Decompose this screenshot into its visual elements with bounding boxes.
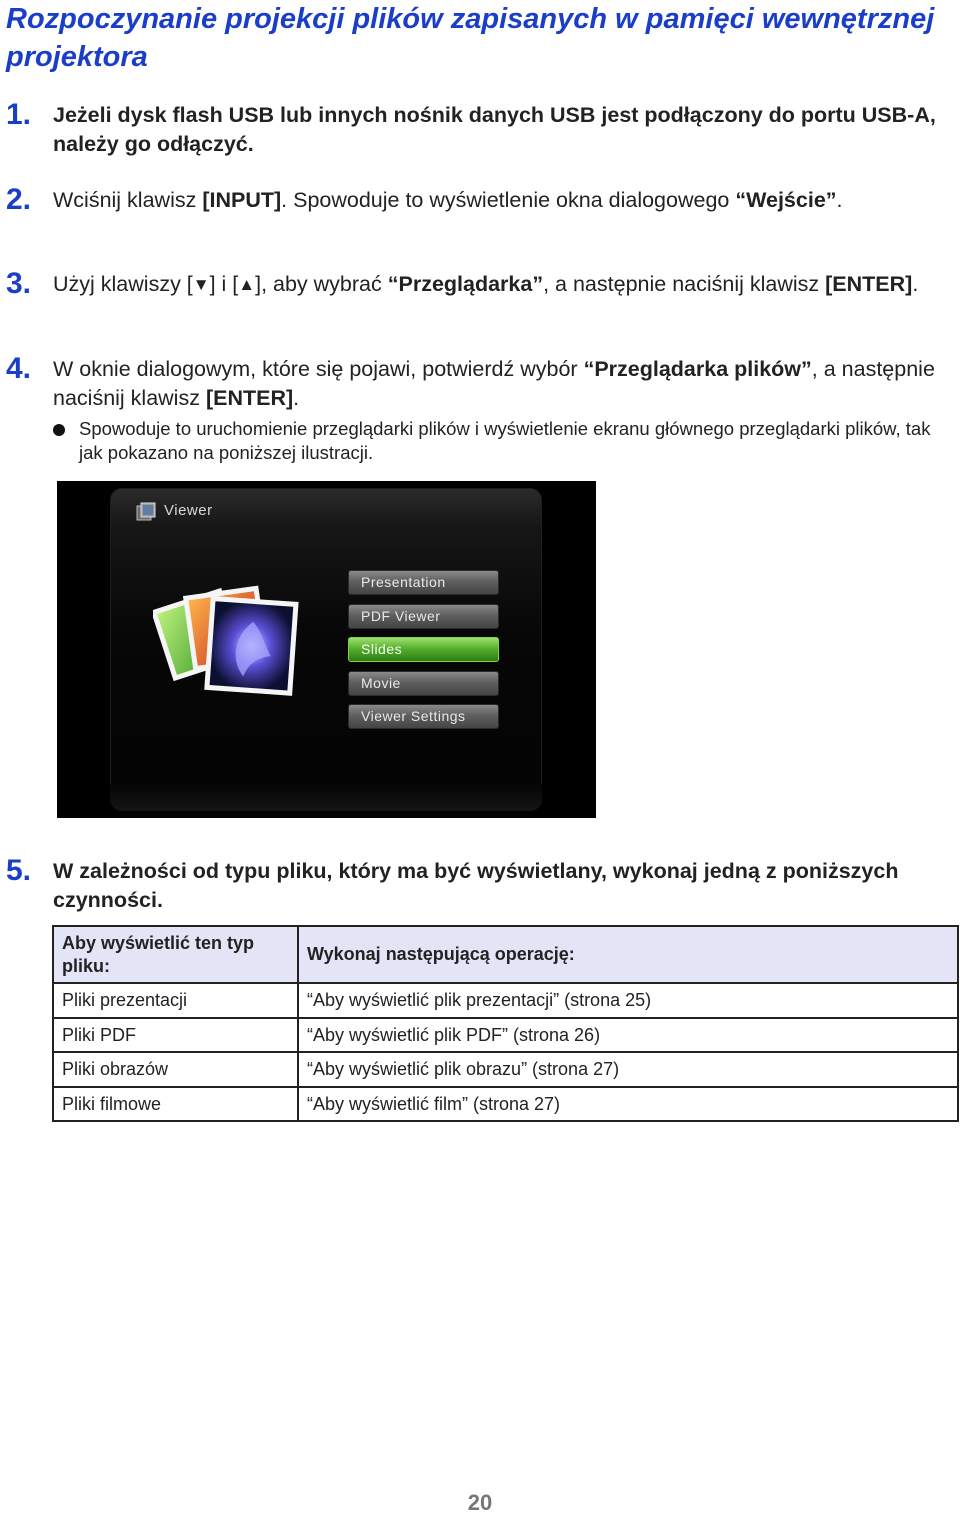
input-key-label: [INPUT]: [202, 188, 282, 212]
menu-term: “Przeglądarka”: [387, 272, 544, 296]
table-cell: Pliki obrazów: [53, 1052, 298, 1087]
step-text: W oknie dialogowym, które się pojawi, potwierdź wybór: [53, 357, 584, 381]
step-2: [6, 183, 956, 216]
step-3: [6, 267, 956, 300]
step-text: , a następnie naciśnij klawisz: [53, 357, 935, 410]
table-row: [53, 983, 958, 1018]
dialog-name: “Wejście”: [735, 188, 837, 212]
menu-item-viewer-settings[interactable]: Viewer Settings: [348, 704, 499, 729]
step-text: ], aby wybrać: [255, 272, 388, 296]
enter-key-label: [ENTER]: [205, 386, 294, 410]
menu-item-movie[interactable]: Movie: [348, 671, 499, 696]
step-number: 5.: [6, 854, 32, 887]
step-text: .: [912, 272, 919, 296]
table-header-cell: Aby wyświetlić ten typ pliku:: [53, 926, 298, 983]
step-number: 2.: [6, 183, 32, 216]
step-text: . Spowoduje to wyświetlenie okna dialogowego: [281, 188, 736, 212]
table-row: [53, 1087, 958, 1122]
file-type-table: [52, 925, 959, 1122]
table-cell: Pliki PDF: [53, 1018, 298, 1053]
up-arrow-icon: ▲: [238, 275, 256, 294]
step-number: 1.: [6, 98, 32, 131]
table-cell: “Aby wyświetlić plik PDF” (strona 26): [298, 1018, 958, 1053]
bullet-icon: [53, 424, 65, 436]
step-text: Użyj klawiszy [: [53, 272, 193, 296]
table-cell: Pliki filmowe: [53, 1087, 298, 1122]
viewer-title: Viewer: [164, 502, 213, 519]
viewer-logo-icon: [134, 500, 158, 524]
down-arrow-icon: ▼: [192, 275, 210, 294]
step-text: Wciśnij klawisz: [53, 188, 203, 212]
page-number: 20: [467, 1490, 493, 1515]
step-text: W zależności od typu pliku, który ma być wyświetlany, wykonaj jedną z poniższych czynności.: [53, 859, 899, 912]
menu-item-presentation[interactable]: Presentation: [348, 570, 499, 595]
step-4: [6, 352, 956, 413]
step-5: [6, 854, 956, 915]
step-number: 4.: [6, 352, 32, 385]
table-row: [53, 1052, 958, 1087]
table-cell: Pliki prezentacji: [53, 983, 298, 1018]
step-text: ] i [: [209, 272, 239, 296]
step-text: .: [293, 386, 300, 410]
table-cell: “Aby wyświetlić plik prezentacji” (strona 25): [298, 983, 958, 1018]
step-text: .: [836, 188, 843, 212]
step-1: [6, 98, 956, 159]
table-cell: “Aby wyświetlić plik obrazu” (strona 27): [298, 1052, 958, 1087]
enter-key-label: [ENTER]: [825, 272, 913, 296]
table-cell: “Aby wyświetlić film” (strona 27): [298, 1087, 958, 1122]
bullet-text: Spowoduje to uruchomienie przeglądarki plików i wyświetlenie ekranu głównego przeglądarki plików, tak jak pokazano na poniższej ilustracji.: [79, 418, 931, 463]
bullet-note: [53, 417, 958, 465]
menu-item-pdf-viewer[interactable]: PDF Viewer: [348, 604, 499, 629]
viewer-panel-footer: [110, 784, 542, 811]
photo-stack-icon: [153, 577, 303, 707]
page-title: Rozpoczynanie projekcji plików zapisanych w pamięci wewnętrznej projektora: [6, 3, 935, 73]
step-text: Jeżeli dysk flash USB lub innych nośnik danych USB jest podłączony do portu USB-A, należy go odłączyć.: [53, 103, 936, 156]
viewer-screenshot: [57, 481, 596, 818]
table-header-row: [53, 926, 958, 983]
menu-term: “Przeglądarka plików”: [583, 357, 812, 381]
step-number: 3.: [6, 267, 32, 300]
table-header-cell: Wykonaj następującą operację:: [298, 926, 958, 983]
step-text: , a następnie naciśnij klawisz: [543, 272, 826, 296]
table-row: [53, 1018, 958, 1053]
menu-item-slides[interactable]: Slides: [348, 637, 499, 662]
